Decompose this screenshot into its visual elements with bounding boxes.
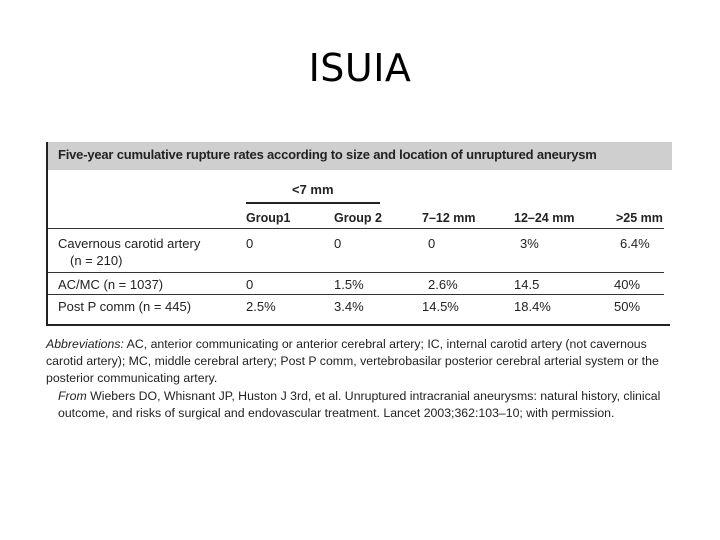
- row-rule: [48, 272, 664, 273]
- col-header-gt25mm: >25 mm: [616, 211, 663, 225]
- table-cell: 0: [428, 236, 436, 251]
- group-header-rule: [246, 202, 380, 204]
- table-cell: 2.6%: [428, 277, 458, 292]
- row-label-cavernous: Cavernous carotid artery: [58, 236, 201, 251]
- col-header-7-12mm: 7–12 mm: [422, 211, 476, 225]
- table-cell: 3.4%: [334, 299, 364, 314]
- table-cell: 18.4%: [514, 299, 551, 314]
- header-rule: [48, 228, 664, 229]
- col-header-group2: Group 2: [334, 211, 382, 225]
- table-cell: 0: [246, 277, 254, 292]
- abbreviations-text: AC, anterior communicating or anterior cerebral artery; IC, internal carotid artery (not cavernous carotid artery); MC, middle cerebral artery; Post P comm, vertebrobasilar posterior cerebral arterial system or the posterior communicating artery.: [46, 337, 659, 386]
- table-cell: 2.5%: [246, 299, 276, 314]
- slide-title: ISUIA: [308, 46, 412, 90]
- row-label-postpcomm: Post P comm (n = 445): [58, 299, 192, 314]
- table-footnote: [46, 336, 674, 422]
- table-cell: 14.5: [514, 277, 540, 292]
- row-label-acmc: AC/MC (n = 1037): [58, 277, 164, 292]
- table-cell: 0: [334, 236, 342, 251]
- row-rule: [48, 294, 664, 295]
- table-caption: Five-year cumulative rupture rates according to size and location of unruptured aneurysm: [48, 142, 672, 170]
- table-cell: 14.5%: [422, 299, 459, 314]
- abbreviations-note: [46, 336, 674, 388]
- source-label: From: [58, 388, 87, 403]
- table-cell: 0: [246, 236, 254, 251]
- col-header-12-24mm: 12–24 mm: [514, 211, 575, 225]
- row-label-cavernous-n: (n = 210): [70, 253, 123, 268]
- source-note: [46, 388, 674, 422]
- group-header-lt7: <7 mm: [292, 182, 334, 197]
- source-text: Wiebers DO, Whisnant JP, Huston J 3rd, et al. Unruptured intracranial aneurysms: natural history, clinical outcome, and risks of surgical and endovascular treatment. Lancet 2003;362:103–10; with permission.: [58, 388, 661, 420]
- table-cell: 1.5%: [334, 277, 364, 292]
- abbreviations-label: Abbreviations:: [46, 337, 124, 351]
- table-cell: 6.4%: [620, 236, 650, 251]
- table-cell: 40%: [614, 277, 641, 292]
- rupture-rates-table: [46, 142, 670, 326]
- table-cell: 50%: [614, 299, 641, 314]
- col-header-group1: Group1: [246, 211, 291, 225]
- table-cell: 3%: [520, 236, 539, 251]
